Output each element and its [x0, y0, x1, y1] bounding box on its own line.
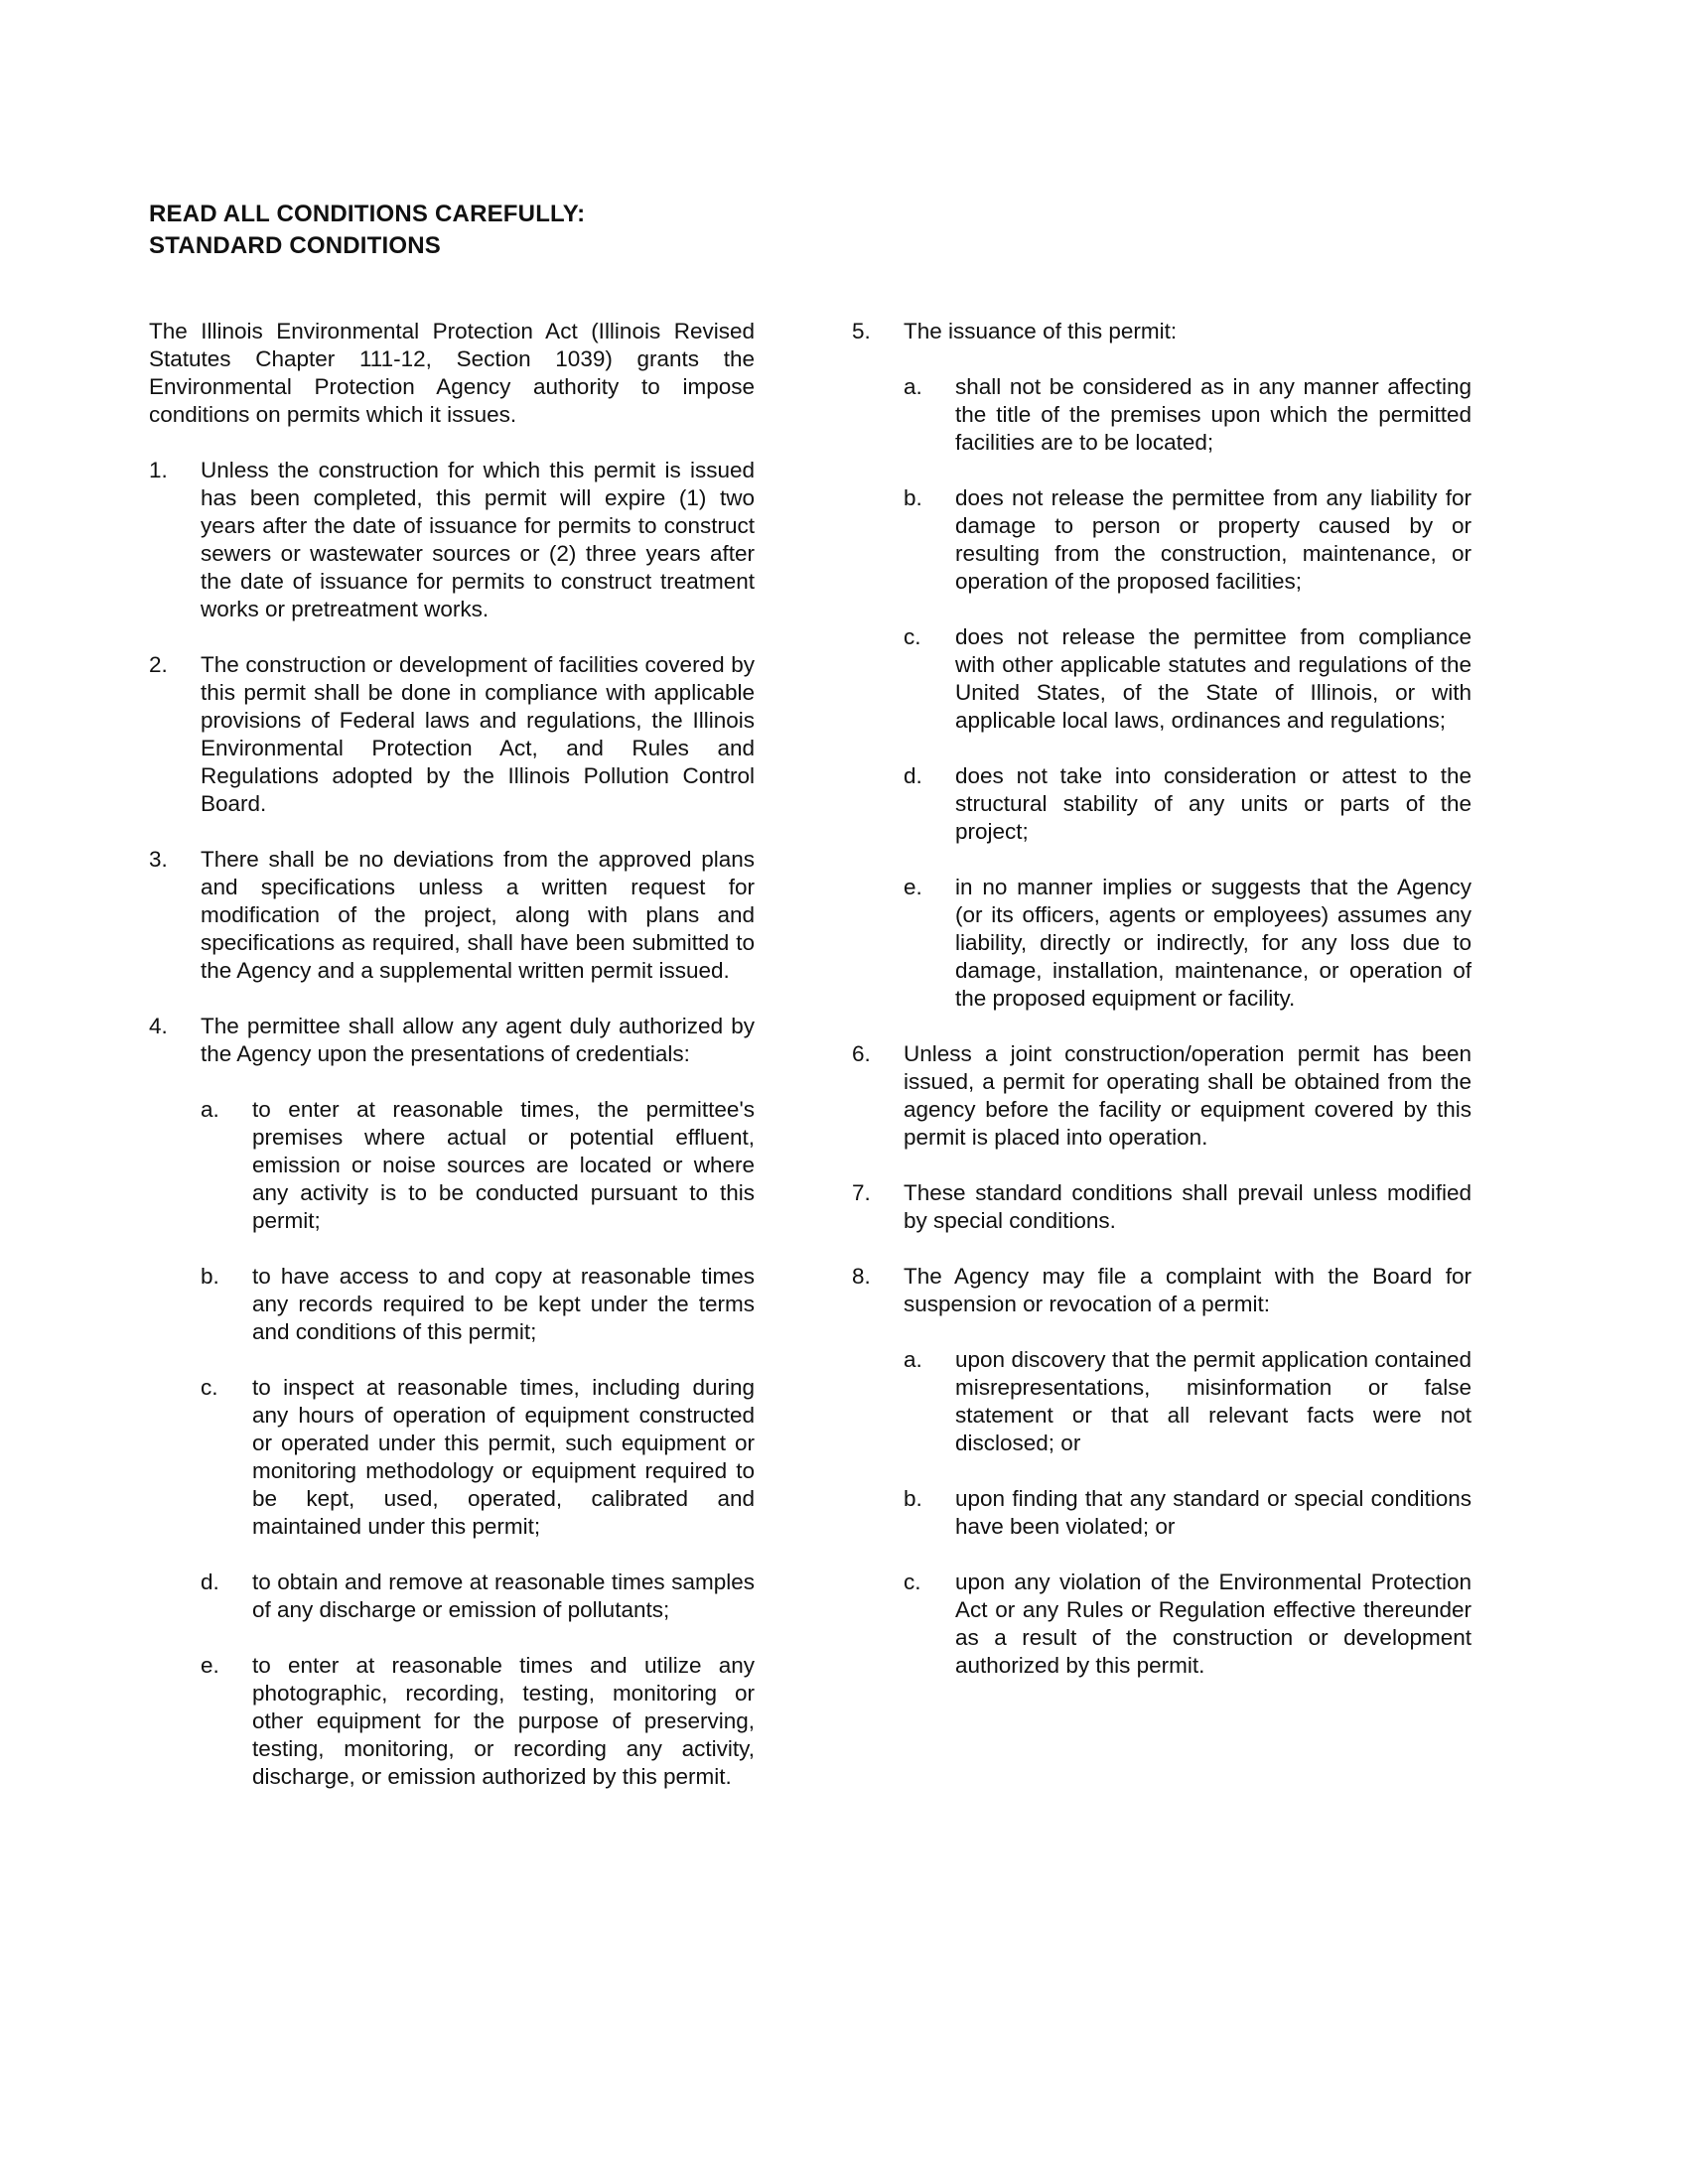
condition-text: These standard conditions shall prevail unless modified by special conditions. [904, 1180, 1472, 1233]
condition-text: The construction or development of facilities covered by this permit shall be done in compliance with applicable provisions of Federal laws and regulations, the Illinois Environmental Protection Act, and Rules and Regulations adopted by the Illinois Pollution Control Board. [201, 652, 755, 816]
sub-letter: e. [201, 1653, 219, 1678]
condition-6 [852, 1040, 1472, 1152]
condition-3 [149, 846, 755, 985]
left-column [149, 318, 755, 1819]
sub-text: to obtain and remove at reasonable times samples of any discharge or emission of pollutants; [252, 1570, 755, 1622]
sub-letter: d. [904, 763, 922, 788]
sub-letter: a. [904, 374, 922, 399]
heading-line-2: STANDARD CONDITIONS [149, 232, 442, 259]
intro-paragraph: The Illinois Environmental Protection Act (Illinois Revised Statutes Chapter 111-12, Section 1039) grants the Environmental Protection Agency authority to impose conditions on permits which it issues. [149, 319, 755, 427]
condition-1 [149, 457, 755, 623]
sub-condition [201, 1263, 755, 1346]
condition-7 [852, 1179, 1472, 1235]
sub-condition [904, 1569, 1472, 1680]
sub-letter: d. [201, 1570, 219, 1594]
sub-letter: c. [904, 624, 921, 649]
condition-text: Unless a joint construction/operation permit has been issued, a permit for operating shall be obtained from the agency before the facility or equipment covered by this permit is placed into operation. [904, 1041, 1472, 1150]
condition-number: 5. [852, 319, 871, 343]
sub-condition [904, 623, 1472, 735]
sub-condition [904, 373, 1472, 457]
sub-text: does not take into consideration or attest to the structural stability of any units or parts of the project; [955, 763, 1472, 844]
sub-letter: a. [904, 1347, 922, 1372]
sub-letter: b. [904, 1486, 922, 1511]
sub-text: shall not be considered as in any manner affecting the title of the premises upon which the permitted facilities are to be located; [955, 374, 1472, 455]
sub-letter: c. [904, 1570, 921, 1594]
sub-condition [904, 874, 1472, 1013]
condition-5 [852, 318, 1472, 1013]
sub-letter: c. [201, 1375, 218, 1400]
condition-number: 6. [852, 1041, 871, 1066]
condition-2 [149, 651, 755, 818]
sub-text: to inspect at reasonable times, including during any hours of operation of equipment constructed or operated under this permit, such equipment or monitoring methodology or equipment required to be kept, used, operated, calibrated and maintained under this permit; [252, 1375, 755, 1539]
condition-number: 2. [149, 652, 168, 677]
condition-number: 7. [852, 1180, 871, 1205]
condition-number: 4. [149, 1014, 168, 1038]
sub-text: upon finding that any standard or special conditions have been violated; or [955, 1486, 1472, 1539]
condition-number: 8. [852, 1264, 871, 1289]
condition-text: Unless the construction for which this permit is issued has been completed, this permit will expire (1) two years after the date of issuance for permits to construct sewers or wastewater sources or (2) three years after the date of issuance for permits to construct treatment works or pretreatment works. [201, 458, 755, 621]
sub-condition [201, 1652, 755, 1791]
condition-number: 3. [149, 847, 168, 872]
condition-text: The permittee shall allow any agent duly authorized by the Agency upon the presentations of credentials: [201, 1014, 755, 1066]
document-heading [149, 199, 585, 262]
sub-condition [904, 484, 1472, 596]
sub-condition [904, 762, 1472, 846]
sub-text: to enter at reasonable times and utilize any photographic, recording, testing, monitoring or other equipment for the purpose of preserving, testing, monitoring, or recording any activity, discharge, or emission authorized by this permit. [252, 1653, 755, 1789]
sub-letter: a. [201, 1097, 219, 1122]
sub-condition [904, 1346, 1472, 1457]
condition-text: There shall be no deviations from the approved plans and specifications unless a written request for modification of the project, along with plans and specifications as required, shall have been submitted to the Agency and a supplemental written permit issued. [201, 847, 755, 983]
heading-line-1: READ ALL CONDITIONS CAREFULLY: [149, 201, 586, 227]
sub-condition [201, 1374, 755, 1541]
sub-letter: b. [201, 1264, 219, 1289]
sub-text: does not release the permittee from any liability for damage to person or property caused by or resulting from the construction, maintenance, or operation of the proposed facilities; [955, 485, 1472, 594]
sub-letter: b. [904, 485, 922, 510]
condition-number: 1. [149, 458, 168, 482]
sub-text: to have access to and copy at reasonable times any records required to be kept under the terms and conditions of this permit; [252, 1264, 755, 1344]
condition-text: The issuance of this permit: [904, 319, 1178, 343]
condition-8 [852, 1263, 1472, 1680]
sub-text: upon any violation of the Environmental Protection Act or any Rules or Regulation effective thereunder as a result of the construction or development authorized by this permit. [955, 1570, 1472, 1678]
right-column [852, 318, 1472, 1707]
sub-condition [904, 1485, 1472, 1541]
sub-text: does not release the permittee from compliance with other applicable statutes and regulations of the United States, of the State of Illinois, or with applicable local laws, ordinances and regulations; [955, 624, 1472, 733]
condition-text: The Agency may file a complaint with the Board for suspension or revocation of a permit: [904, 1264, 1472, 1316]
sub-text: in no manner implies or suggests that the Agency (or its officers, agents or employees) assumes any liability, directly or indirectly, for any loss due to damage, installation, maintenance, or operation of the proposed equipment or facility. [955, 875, 1472, 1011]
sub-text: to enter at reasonable times, the permittee's premises where actual or potential effluent, emission or noise sources are located or where any activity is to be conducted pursuant to this permit; [252, 1097, 755, 1233]
sub-text: upon discovery that the permit application contained misrepresentations, misinformation or false statement or that all relevant facts were not disclosed; or [955, 1347, 1472, 1455]
sub-condition [201, 1569, 755, 1624]
sub-condition [201, 1096, 755, 1235]
condition-4 [149, 1013, 755, 1791]
sub-letter: e. [904, 875, 922, 899]
